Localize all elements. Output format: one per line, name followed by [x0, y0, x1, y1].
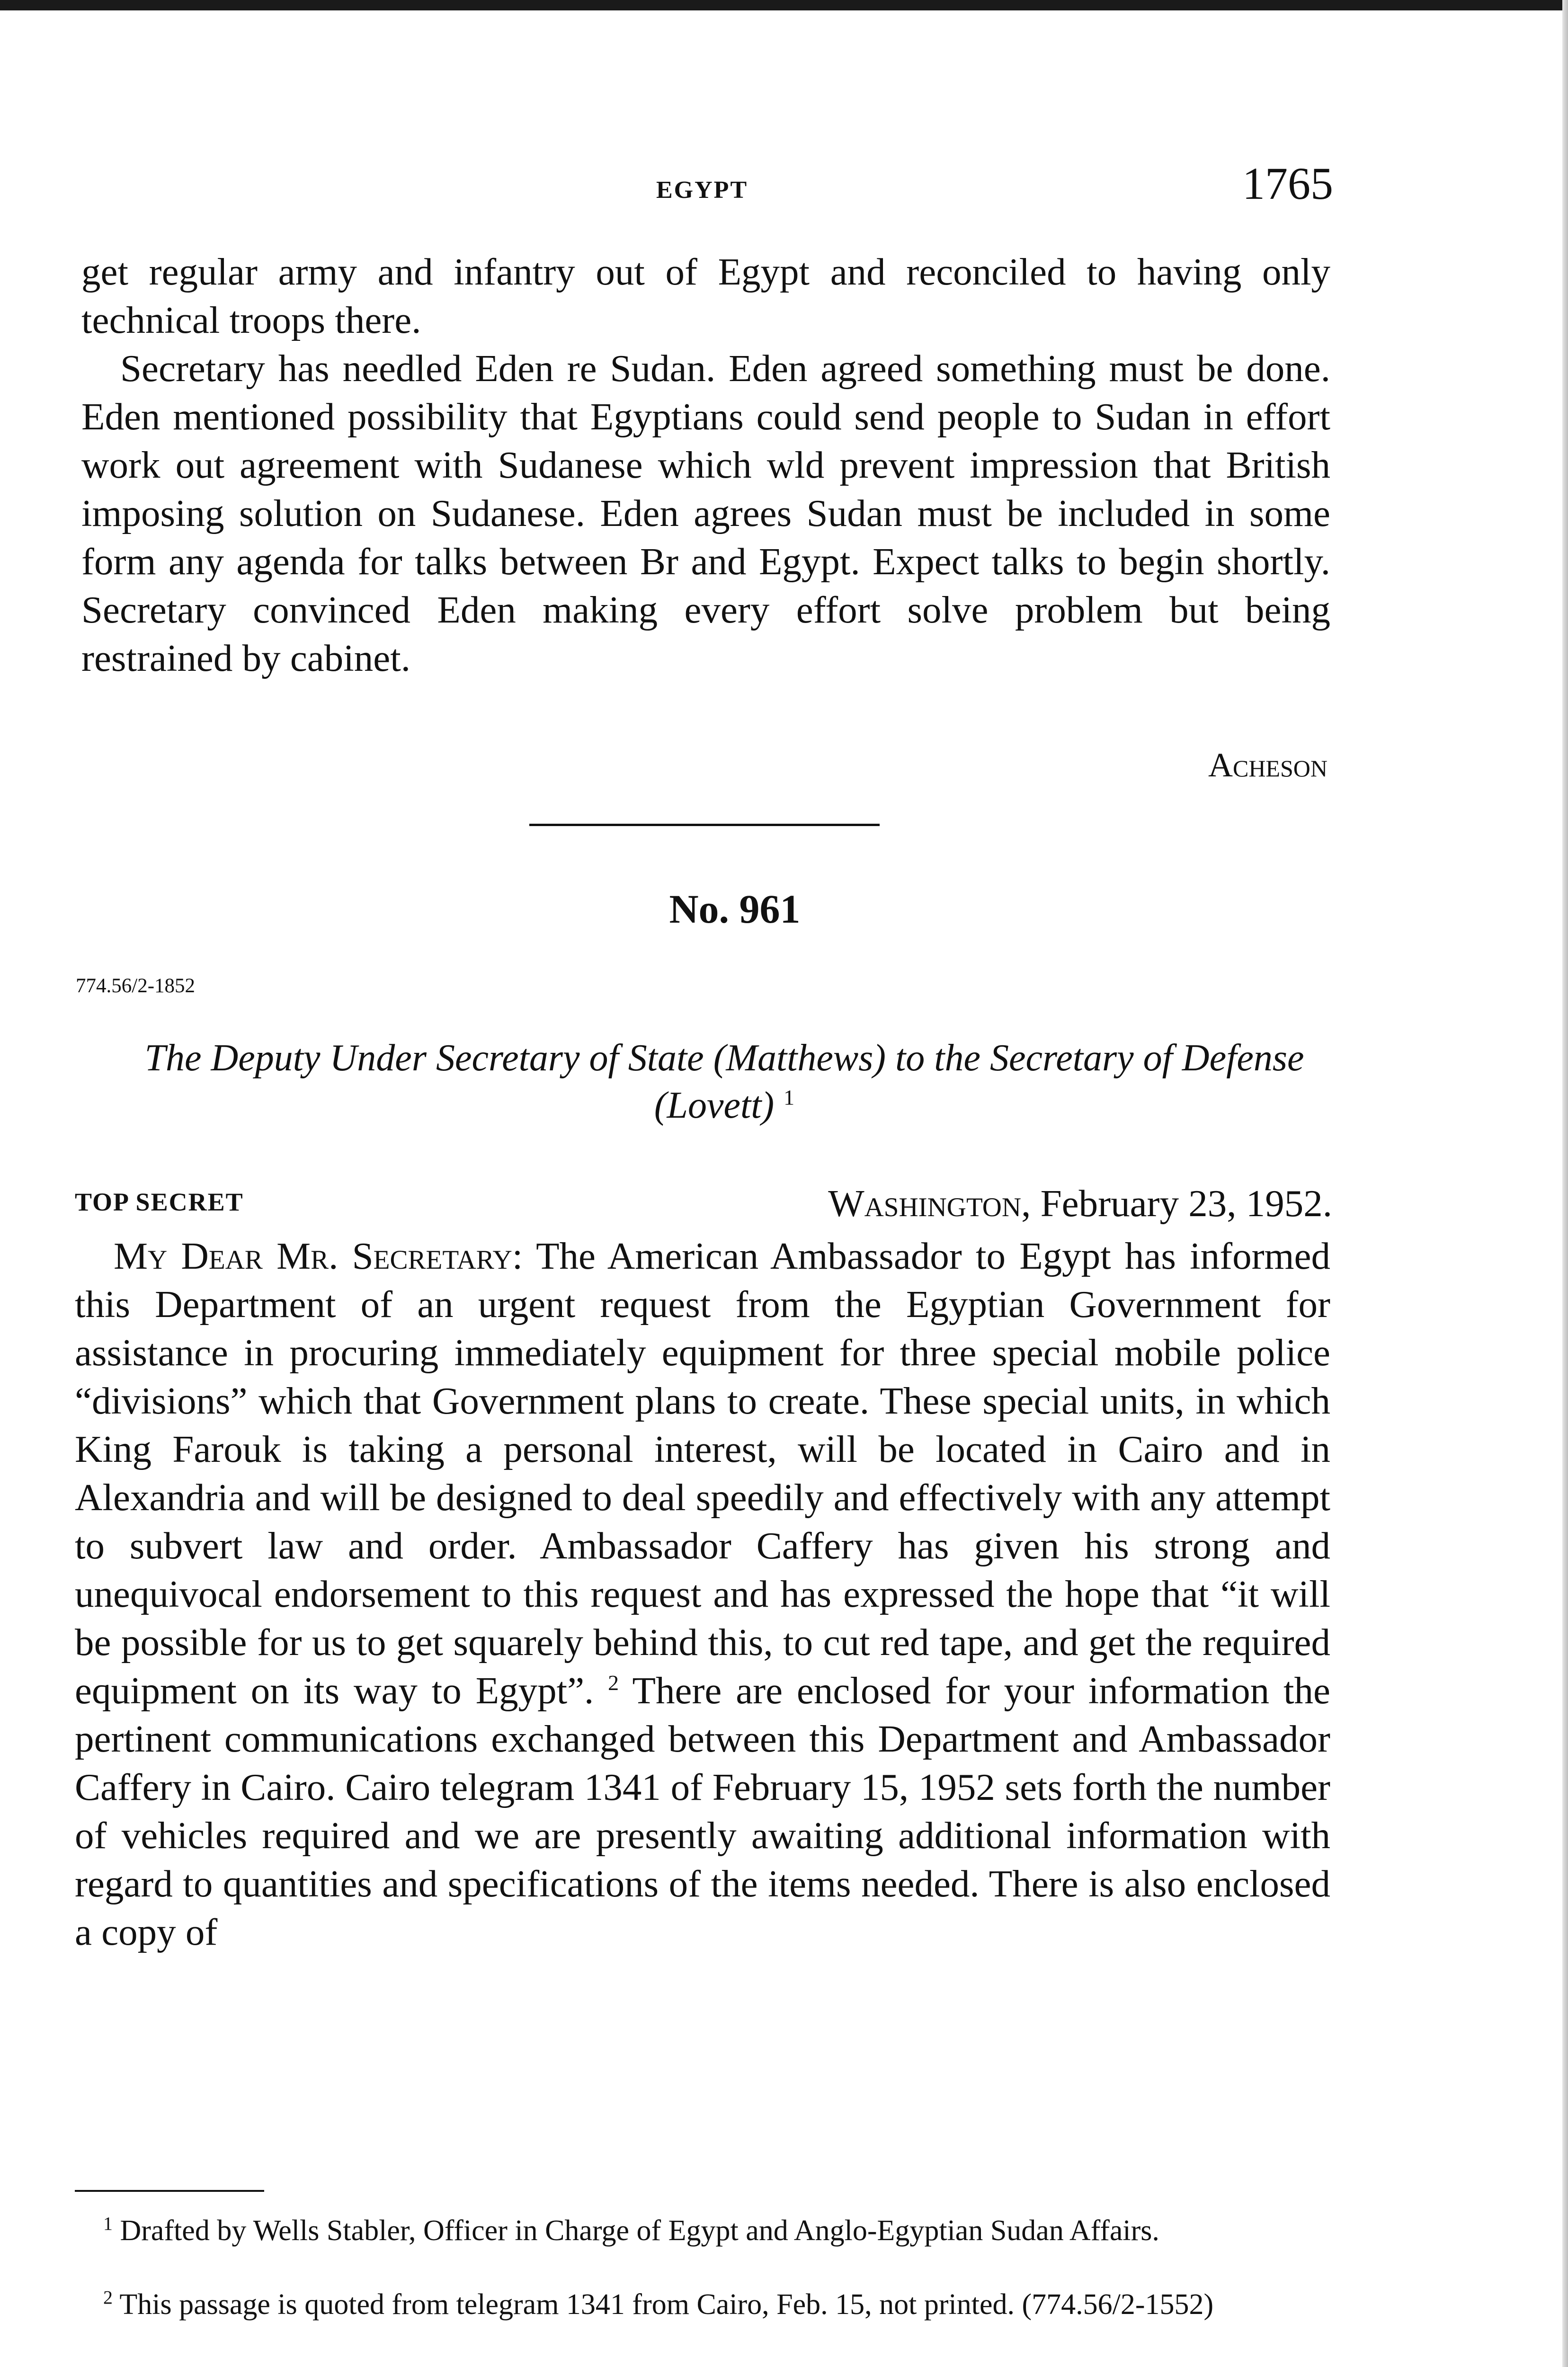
file-number: 774.56/2-1852 — [76, 975, 196, 997]
signature: Acheson — [1208, 746, 1327, 784]
scan-right-edge — [1562, 0, 1568, 2367]
footnote-2 — [75, 2287, 1323, 2323]
heading-footnote-ref: 1 — [784, 1085, 795, 1110]
document-heading — [118, 1034, 1330, 1129]
letter-body — [75, 1232, 1330, 1956]
dateline-place: Washington — [828, 1182, 1022, 1225]
section-divider — [529, 824, 880, 826]
footnote-1-number: 1 — [103, 2213, 113, 2234]
document-number: No. 961 — [669, 886, 801, 932]
running-head: EGYPT — [656, 177, 748, 204]
continuation-paragraph-1: get regular army and infantry out of Egypt and reconciled to having only technical troops there. — [81, 250, 1330, 341]
dateline — [828, 1182, 1332, 1226]
salutation: My Dear Mr. Secretary: — [114, 1235, 523, 1277]
classification-label: TOP SECRET — [75, 1188, 244, 1216]
footnote-1-text: Drafted by Wells Stabler, Officer in Charge of Egypt and Anglo-Egyptian Sudan Affairs. — [120, 2215, 1159, 2247]
letter-body-part-2: There are enclosed for your information the pertinent communications exchanged between this Department and Ambassador Caffery in Cairo. Cairo telegram 1341 of February 15, 1952 sets forth the number of vehicles required and we are presently awaiting additional information with regard to quantities and specifications of the items needed. There is also enclosed a copy of — [75, 1669, 1330, 1953]
dateline-date: , February 23, 1952. — [1021, 1182, 1332, 1225]
letter-body-part-1: The American Ambassador to Egypt has informed this Department of an urgent request from the Egyptian Government for assistance in procuring immediately equipment for three special mobile police “divisions” which that Government plans to create. These special units, in which King Farouk is taking a personal interest, will be located in Cairo and in Alexandria and will be designed to deal speedily and effectively with any attempt to subvert law and order. Ambassador Caffery has given his strong and unequivocal endorsement to this request and has expressed the hope that “it will be possible for us to get squarely behind this, to cut red tape, and get the required equipment on its way to Egypt”. — [75, 1235, 1330, 1712]
footnote-divider — [75, 2190, 264, 2192]
continuation-paragraph-2: Secretary has needled Eden re Sudan. Eden agreed something must be done. Eden mentioned possibility that Egyptians could send people to Sudan in effort work out agreement with Sudanese which wld prevent impression that British imposing solution on Sudanese. Eden agrees Sudan must be included in some form any agenda for talks between Br and Egypt. Expect talks to begin shortly. Secretary convinced Eden making every effort solve problem but being restrained by cabinet. — [81, 347, 1330, 679]
document-heading-text: The Deputy Under Secretary of State (Matthews) to the Secretary of Defense (Lovett) — [144, 1037, 1304, 1126]
footnote-2-number: 2 — [103, 2287, 113, 2308]
footnote-1 — [75, 2213, 1323, 2249]
body-footnote-ref: 2 — [608, 1671, 619, 1695]
page-number: 1765 — [1242, 158, 1333, 209]
scan-top-border — [0, 0, 1568, 10]
footnote-2-text: This passage is quoted from telegram 1341 from Cairo, Feb. 15, not printed. (774.56/2-1552) — [119, 2288, 1214, 2321]
